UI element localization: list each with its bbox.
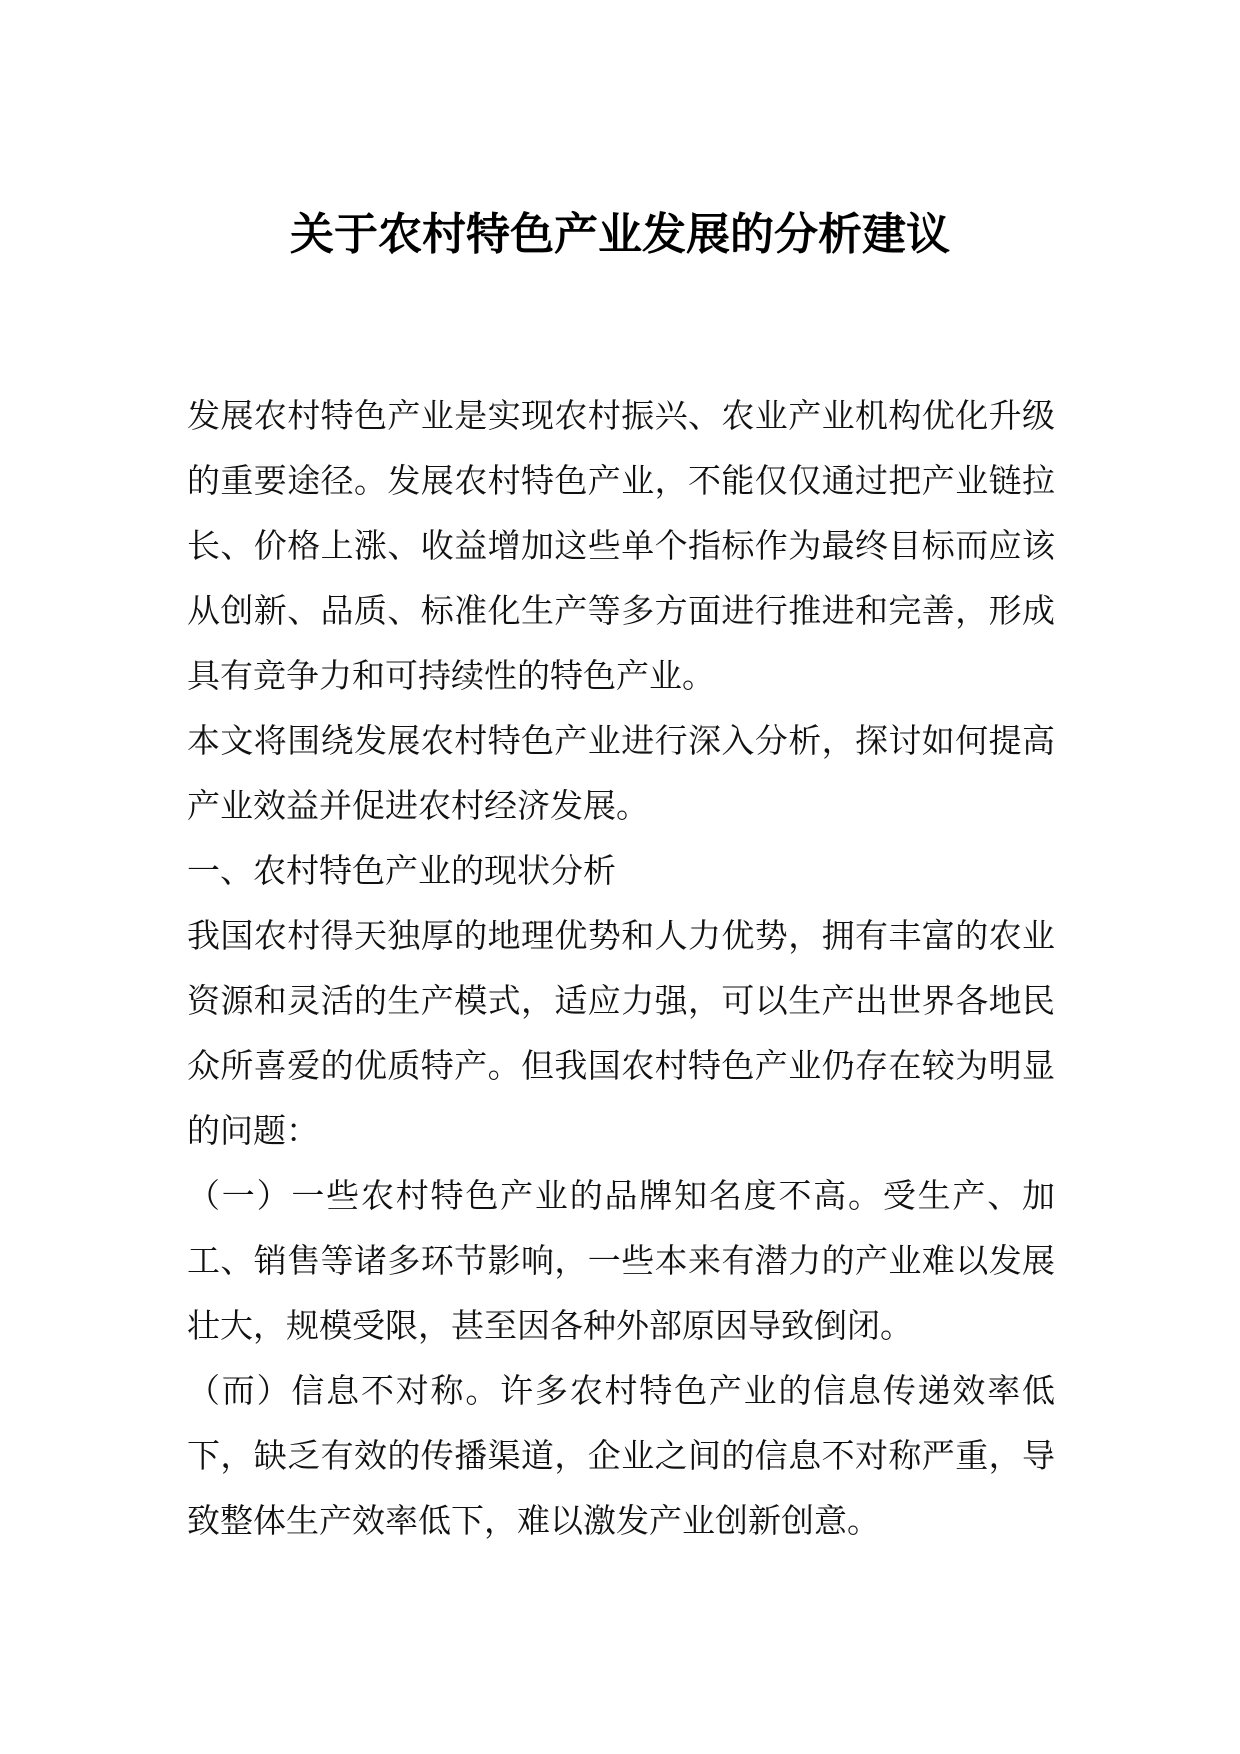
document-title: 关于农村特色产业发展的分析建议 [290, 209, 950, 260]
paragraph-status: 我国农村得天独厚的地理优势和人力优势，拥有丰富的农业资源和灵活的生产模式，适应力强，可以生产出世界各地民众所喜爱的优质特产。但我国农村特色产业仍存在较为明显的问题： [187, 916, 1055, 1150]
paragraph-purpose: 本文将围绕发展农村特色产业进行深入分析，探讨如何提高产业效益并促进农村经济发展。 [187, 721, 1055, 825]
paragraph-issue-2: （而）信息不对称。许多农村特色产业的信息传递效率低下，缺乏有效的传播渠道，企业之间的信息不对称严重，导致整体生产效率低下，难以激发产业创新创意。 [187, 1371, 1055, 1540]
paragraph-issue-1: （一）一些农村特色产业的品牌知名度不高。受生产、加工、销售等诸多环节影响，一些本来有潜力的产业难以发展壮大，规模受限，甚至因各种外部原因导致倒闭。 [187, 1176, 1055, 1345]
document-body [187, 383, 1055, 1553]
section-heading-status: 一、农村特色产业的现状分析 [187, 851, 616, 890]
paragraph-intro: 发展农村特色产业是实现农村振兴、农业产业机构优化升级的重要途径。发展农村特色产业，不能仅仅通过把产业链拉长、价格上涨、收益增加这些单个指标作为最终目标而应该从创新、品质、标准化生产等多方面进行推进和完善，形成具有竞争力和可持续性的特色产业。 [187, 396, 1055, 695]
